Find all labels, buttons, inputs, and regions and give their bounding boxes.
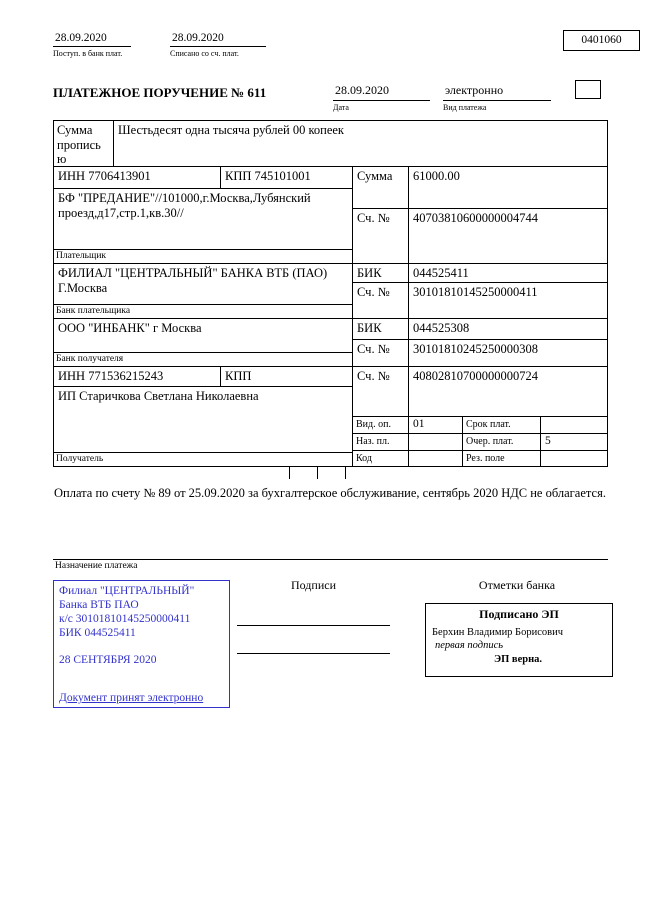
debited-date-value: 28.09.2020 [170,31,266,47]
payee-bank-bik-row [353,319,607,340]
payee-right-column [353,367,607,466]
footer [53,578,608,818]
payee-bank-name: ООО "ИНБАНК" г Москва [58,321,202,335]
stamp-area-ticks [53,467,608,479]
payer-right-column [353,167,607,263]
form-body [53,120,608,818]
priority-label: Очер. плат. [463,434,541,450]
payee-bank-account-label: Сч. № [353,340,409,366]
code-label: Код [353,451,409,467]
payee-bank-account-value: 30101810245250000308 [413,342,538,356]
signatures-label: Подписи [290,578,337,592]
esign-verdict: ЭП верна. [494,653,543,665]
payee-bank-bik-value: 044525308 [413,321,470,335]
code-value [409,451,463,467]
stamp-gap-2 [59,667,224,691]
reserve-field-label: Рез. поле [463,451,541,467]
payer-bank-bik-value: 044525411 [413,266,469,280]
payee-bank-section-label: Банк получателя [54,352,352,366]
purpose-code-label: Наз. пл. [353,434,409,450]
op-type-label: Вид. оп. [353,417,409,433]
payer-bank-left-column [54,264,353,318]
amount-words-value: Шестьдесят одна тысяча рублей 00 копеек [118,123,345,137]
stamp-date: 28 СЕНТЯБРЯ 2020 [59,654,157,667]
received-date-value: 28.09.2020 [53,31,131,47]
amount-words-label: Сумма прописью [54,121,114,166]
stamp-gap [59,640,224,653]
op-type-value: 01 [409,417,463,433]
due-date-value [541,417,607,433]
payer-account-value: 40703810600000004744 [413,211,538,225]
payer-bank-right-column [353,264,607,318]
payer-section-label: Плательщик [54,249,352,263]
payer-account-row [353,209,607,263]
payer-kpp: КПП 745101001 [225,169,311,183]
bank-acceptance-stamp [53,580,230,708]
payee-bank-right-column [353,319,607,366]
payee-account-row [353,367,607,417]
stamp-corr-account: к/с 30101810145250000411 [59,613,191,626]
payer-inn: ИНН 7706413901 [54,167,221,188]
amount-row [353,167,607,209]
payee-account-value: 40802810700000000724 [413,369,538,383]
payer-inn-kpp-row [54,167,352,189]
purpose-section-label: Назначение платежа [55,561,138,571]
stamp-bank-name: Филиал "ЦЕНТРАЛЬНЫЙ" Банка ВТБ ПАО [59,585,195,612]
document-title: ПЛАТЕЖНОЕ ПОРУЧЕНИЕ № 611 [53,85,267,100]
payee-section-label: Получатель [54,452,352,466]
payer-account-label: Сч. № [353,209,409,263]
payment-table [53,120,608,467]
bank-marks-label: Отметки банка [478,578,556,592]
payer-bank-account-row [353,283,607,318]
purpose-code-value [409,434,463,450]
tick-mark-3 [345,467,346,479]
payee-bank-bik-label: БИК [353,319,409,339]
payer-bank-bik-row [353,264,607,283]
payer-bank-account-value: 30101810145250000411 [413,285,538,299]
esign-title: Подписано ЭП [479,607,559,621]
payee-bank-band [54,318,607,366]
payee-account-label: Сч. № [353,367,409,416]
payment-purpose-text: Оплата по счету № 89 от 25.09.2020 за бухгалтерское обслуживание, сентябрь 2020 НДС не облагается. [54,486,606,500]
debited-date-label: Списано со сч. плат. [170,49,239,58]
document-date-label: Дата [333,103,349,112]
payee-bank-left-column [54,319,353,366]
reserve-field-value [541,451,607,467]
payment-kind-field [443,82,551,112]
payer-bank-band [54,263,607,318]
amount-label: Сумма [353,167,409,208]
received-date-label: Поступ. в банк плат. [53,49,123,58]
payee-inn: ИНН 771536215243 [54,367,221,386]
stamp-status: Документ принят электронно [59,692,204,705]
code-row [353,451,607,467]
amount-words-band [54,121,607,166]
payment-kind-value: электронно [443,82,551,101]
stamp-bik: БИК 044525411 [59,627,136,640]
signature-line-2 [237,653,390,654]
payer-band [54,166,607,263]
payee-kpp-label: КПП [225,369,252,383]
payee-left-column [54,367,353,466]
payment-purpose-area [53,479,608,560]
payer-bank-account-label: Сч. № [353,283,409,318]
tick-mark-1 [289,467,290,479]
form-code-box: 0401060 [563,30,640,51]
esign-stamp [425,603,613,677]
debited-date-field [170,31,266,58]
payer-bank-name: ФИЛИАЛ "ЦЕНТРАЛЬНЫЙ" БАНКА ВТБ (ПАО) Г.Москва [58,266,328,295]
esign-signer-name: Берхин Владимир Борисович [432,626,563,638]
payer-bank-section-label: Банк плательщика [54,304,352,318]
payee-name: ИП Старичкова Светлана Николаевна [58,389,259,403]
signature-line-1 [237,625,390,626]
payer-bank-bik-label: БИК [353,264,409,282]
esign-signature-role: первая подпись [435,640,504,652]
op-type-row [353,417,607,434]
due-date-label: Срок плат. [463,417,541,433]
payment-kind-label: Вид платежа [443,103,487,112]
received-date-field [53,31,131,58]
status-checkbox [575,80,601,99]
payee-band [54,366,607,466]
payee-inn-kpp-row [54,367,352,387]
payer-name: БФ "ПРЕДАНИЕ"//101000,г.Москва,Лубянский проезд,д17,стр.1,кв.30// [58,191,311,220]
payer-left-column [54,167,353,263]
amount-value: 61000.00 [413,169,460,183]
document-date-value: 28.09.2020 [333,82,430,101]
tick-mark-2 [317,467,318,479]
priority-row [353,434,607,451]
payee-bank-account-row [353,340,607,366]
priority-value: 5 [545,435,551,447]
document-date-field [333,82,430,112]
